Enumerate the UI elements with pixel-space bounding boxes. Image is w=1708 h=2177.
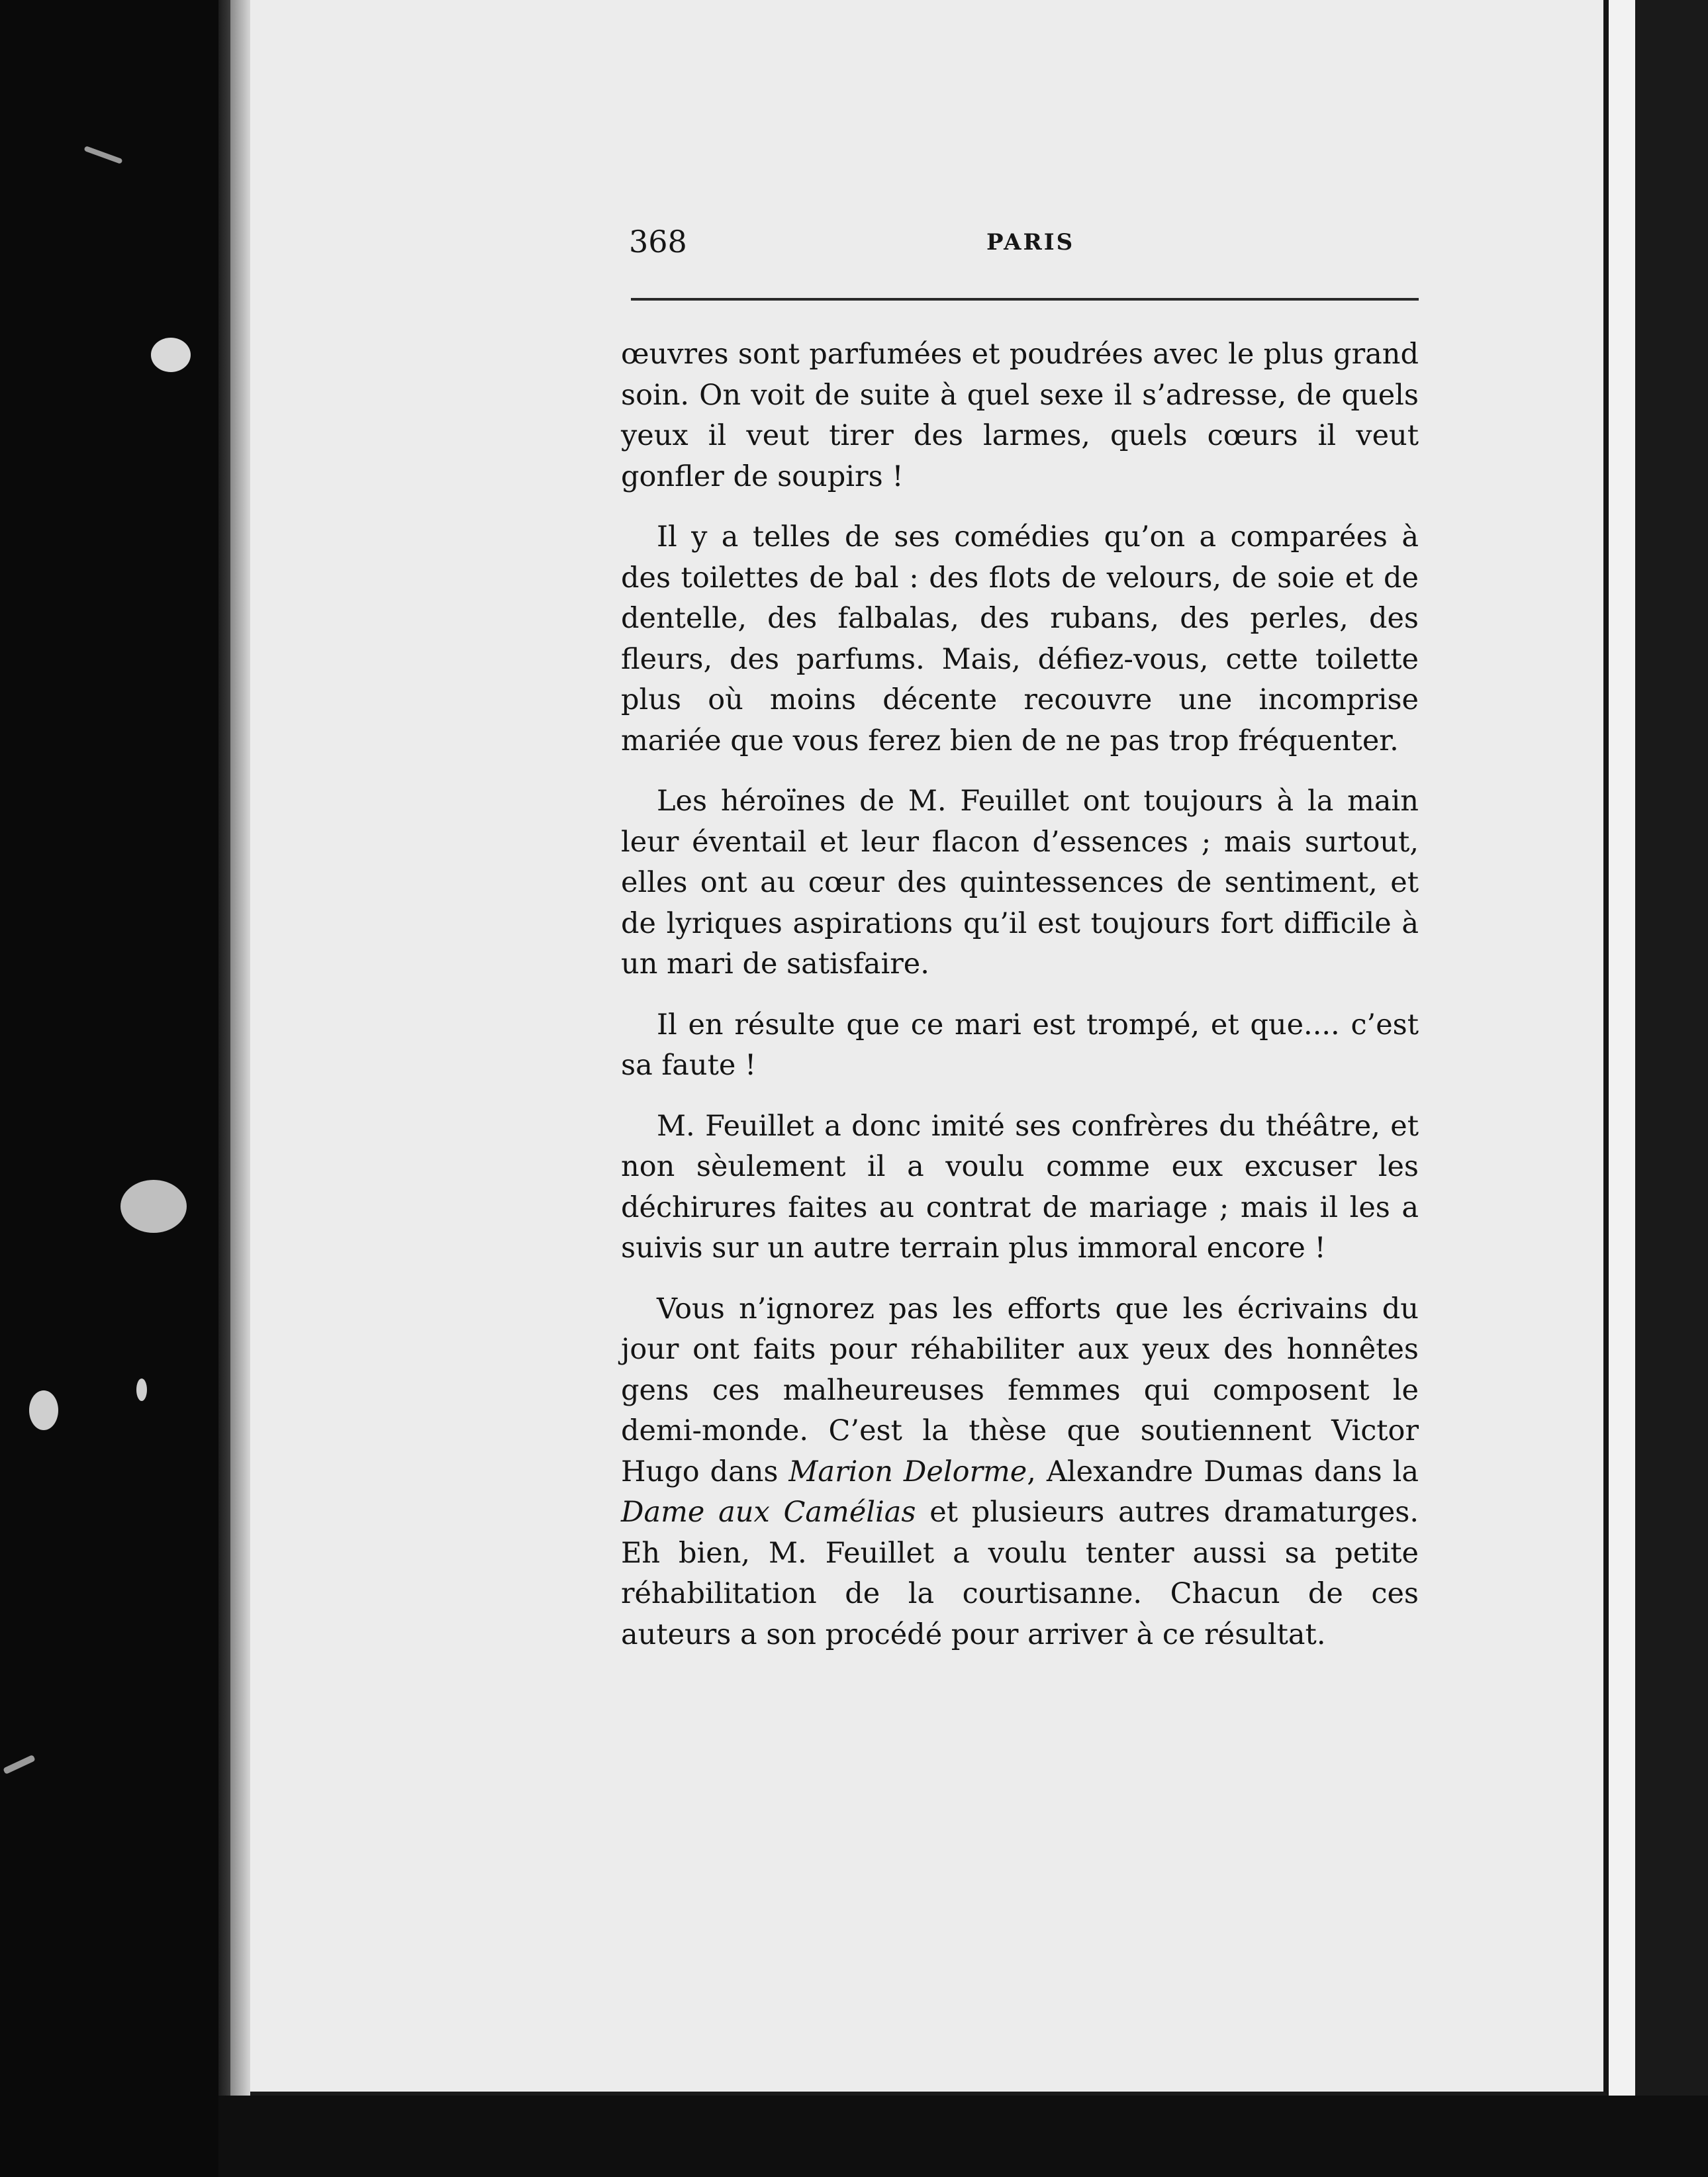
book-title-italic: Dame aux Camélias bbox=[621, 1496, 916, 1529]
body-text bbox=[621, 334, 1419, 1675]
paragraph-text: M. Feuillet a donc imité ses confrères du théâtre, et non sèulement il a voulu comme eux excuser les déchirures faites au contrat de mariage ; mais il les a suivis sur un autre terrain plus immoral encore ! bbox=[621, 1109, 1419, 1265]
book-edge-shadow bbox=[218, 0, 230, 2177]
dust-speck bbox=[120, 1180, 187, 1233]
paragraph bbox=[621, 1005, 1419, 1087]
paragraph bbox=[621, 781, 1419, 985]
scanner-margin-right bbox=[1635, 0, 1708, 2177]
paragraph-text: et plusieurs autres dramaturges. Eh bien, M. Feuillet a voulu tenter aussi sa petite réhabilitation de la courtisanne. Chacun de ces auteurs a son procédé pour arriver à ce résultat. bbox=[621, 1496, 1419, 1651]
facing-page-strip bbox=[1609, 0, 1635, 2105]
paragraph-text: Il y a telles de ses comédies qu’on a comparées à des toilettes de bal : des flots de velours, de soie et de dentelle, des falbalas, des rubans, des perles, des fleurs, des parfums. Mais, défiez-vous, cette toilette plus où moins décente recouvre une incomprise mariée que vous ferez bien de ne pas trop fréquenter. bbox=[621, 520, 1419, 757]
paragraph-text: Il en résulte que ce mari est trompé, et que.... c’est sa faute ! bbox=[621, 1008, 1419, 1082]
scanner-margin-left bbox=[0, 0, 218, 2177]
paragraph-text: œuvres sont parfumées et poudrées avec le plus grand soin. On voit de suite à quel sexe il s’adresse, de quels yeux il veut tirer des larmes, quels cœurs il veut gonfler de soupirs ! bbox=[621, 338, 1419, 493]
scanner-margin-bottom bbox=[218, 2096, 1708, 2177]
dust-speck bbox=[136, 1379, 147, 1401]
paragraph bbox=[621, 334, 1419, 497]
book-title-italic: Marion Delorme bbox=[788, 1455, 1027, 1488]
paragraph bbox=[621, 1106, 1419, 1269]
page-number: 368 bbox=[629, 224, 687, 260]
paragraph-text: Les héroïnes de M. Feuillet ont toujours à la main leur éventail et leur flacon d’essences ; mais surtout, elles ont au cœur des quintessences de sentiment, et de lyriques aspirations qu’il est toujours fort difficile à un mari de satisfaire. bbox=[621, 785, 1419, 981]
book-edge-highlight bbox=[230, 0, 250, 2177]
paragraph-text: Vous n’ignorez pas les efforts que les écrivains du jour ont faits pour réhabiliter aux yeux des honnêtes gens ces malheureuses femmes qui composent le demi-monde. C’est la thèse que soutiennent Victor Hugo dans bbox=[621, 1292, 1419, 1488]
paragraph-text: , Alexandre Dumas dans la bbox=[1027, 1455, 1419, 1488]
dust-speck bbox=[29, 1390, 58, 1430]
running-title: PARIS bbox=[986, 229, 1075, 256]
paragraph bbox=[621, 1289, 1419, 1656]
running-head bbox=[629, 224, 1423, 264]
paragraph bbox=[621, 517, 1419, 761]
header-rule bbox=[631, 298, 1419, 301]
dust-speck bbox=[151, 338, 191, 372]
